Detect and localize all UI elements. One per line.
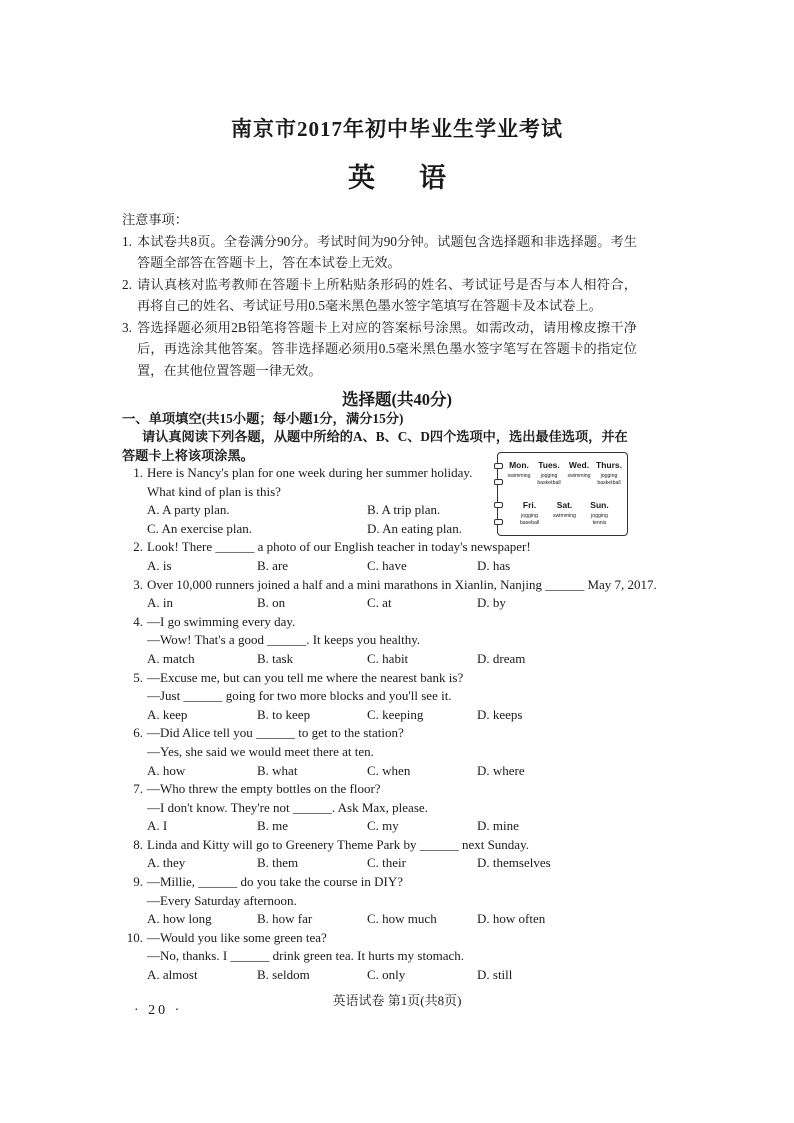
question-text: —Just ______ going for two more blocks and you'll see it. — [147, 688, 452, 704]
options — [143, 854, 587, 873]
question-line — [123, 799, 638, 818]
options — [143, 910, 587, 929]
question-number: 6. — [133, 725, 143, 741]
options-row — [123, 650, 638, 669]
indent — [123, 520, 143, 539]
question-text: —I don't know. They're not ______. Ask Max, please. — [147, 799, 428, 815]
question-list — [123, 464, 657, 985]
note-text: 请认真核对监考教师在答题卡上所粘贴条形码的姓名、考试证号是否与本人相符合，再将自己的姓名、考试证号用0.5毫米黑色墨水签字笔填写在答题卡及本试卷上。 — [137, 276, 637, 313]
answer-option: D. An eating plan. — [367, 520, 462, 536]
question-item — [123, 724, 638, 780]
answer-option: C. only — [367, 967, 406, 983]
question-line — [123, 892, 638, 911]
section-title: 选择题(共40分) — [342, 390, 452, 409]
question-line — [123, 631, 638, 650]
plan-activity: tennis — [592, 520, 607, 526]
question-item — [123, 780, 638, 836]
options — [143, 966, 587, 985]
indent — [123, 966, 143, 985]
question-text: Look! There ______ a photo of our English teacher in today's newspaper! — [147, 539, 531, 555]
answer-option: A. is — [147, 557, 172, 573]
note-item — [122, 317, 637, 382]
indent — [123, 594, 143, 613]
indent — [123, 557, 143, 576]
answer-option: D. keeps — [477, 706, 523, 722]
question-item — [123, 669, 638, 725]
answer-option: A. I — [147, 818, 168, 834]
plan-day-label: Tues. — [538, 460, 560, 470]
answer-option: C. keeping — [367, 706, 424, 722]
options — [143, 650, 587, 669]
answer-option: A. how — [147, 762, 186, 778]
plan-activity: swimming — [567, 473, 591, 479]
options-row — [123, 520, 638, 539]
question-number: 5. — [133, 669, 143, 685]
question-text: —Millie, ______ do you take the course in DIY? — [147, 874, 403, 890]
options — [143, 762, 587, 781]
question-text: —Would you like some green tea? — [147, 929, 327, 945]
part-instruction: 请认真阅读下列各题，从题中所给的A、B、C、D四个选项中，选出最佳选项，并在答题卡上将该项涂黑。 — [122, 429, 628, 463]
indent — [123, 743, 143, 762]
answer-option: A. almost — [147, 967, 198, 983]
answer-option: B. are — [257, 557, 289, 573]
options-row — [123, 706, 638, 725]
answer-option: A. match — [147, 650, 195, 666]
question-line — [123, 464, 638, 483]
answer-option: B. to keep — [257, 706, 311, 722]
options — [143, 557, 587, 576]
answer-option: A. keep — [147, 706, 188, 722]
question-text: Over 10,000 runners joined a half and a mini marathons in Xianlin, Nanjing ______ May 7, 2017. — [147, 576, 657, 592]
subject-title: 英语 — [348, 163, 490, 193]
indent — [123, 799, 143, 818]
note-item — [122, 274, 637, 317]
question-item — [123, 464, 638, 538]
answer-option: D. themselves — [477, 855, 551, 871]
note-item — [122, 231, 637, 274]
question-item — [123, 576, 657, 613]
plan-activity: basketball — [597, 480, 621, 486]
question-text: —Wow! That's a good ______. It keeps you healthy. — [147, 632, 421, 648]
part-title: 一、单项填空(共15小题；每小题1分，满分15分) — [122, 411, 404, 426]
question-line — [123, 483, 638, 502]
question-line — [123, 576, 657, 595]
question-text: —Did Alice tell you ______ to get to the station? — [147, 725, 404, 741]
question-number: 3. — [133, 576, 143, 592]
plan-day-label: Mon. — [509, 460, 529, 470]
answer-option: C. An exercise plan. — [147, 520, 253, 536]
page-footer: 英语试卷 第1页(共8页) — [332, 993, 462, 1008]
question-item — [123, 929, 638, 985]
plan-activity: swimming — [507, 473, 531, 479]
options-row — [123, 594, 638, 613]
question-item — [123, 538, 638, 575]
indent — [123, 687, 143, 706]
note-number: 3. — [122, 319, 132, 335]
question-item — [123, 613, 638, 669]
indent — [123, 501, 143, 520]
question-item — [123, 873, 638, 929]
exam-title: 南京市2017年初中毕业生学业考试 — [231, 117, 563, 141]
indent — [123, 817, 143, 836]
answer-option: A. they — [147, 855, 186, 871]
answer-option: D. by — [477, 595, 506, 611]
question-number: 1. — [133, 465, 143, 480]
answer-option: D. where — [477, 762, 525, 778]
question-text: What kind of plan is this? — [147, 483, 281, 499]
options-row — [123, 854, 638, 873]
question-line — [123, 669, 638, 688]
indent — [123, 483, 143, 502]
answer-option: C. have — [367, 557, 407, 573]
indent — [123, 910, 143, 929]
options-row — [123, 762, 638, 781]
question-text: Linda and Kitty will go to Greenery Theme Park by ______ next Sunday. — [147, 836, 529, 852]
question-text: —Yes, she said we would meet there at ten. — [147, 743, 374, 759]
question-line — [123, 538, 638, 557]
question-line — [123, 836, 638, 855]
plan-activity: jogging — [521, 513, 538, 519]
question-line — [123, 780, 638, 799]
plan-activity: basketball — [537, 480, 561, 486]
question-number: 7. — [133, 781, 143, 797]
notes-heading: 注意事项： — [122, 212, 188, 227]
answer-option: B. seldom — [257, 967, 310, 983]
question-line — [123, 929, 638, 948]
plan-activity: swimming — [552, 513, 577, 519]
answer-option: A. how long — [147, 911, 212, 927]
plan-activity: baseball — [519, 520, 540, 526]
question-number: 8. — [133, 836, 143, 852]
question-line — [123, 873, 638, 892]
question-line — [123, 743, 638, 762]
question-number: 4. — [133, 613, 143, 629]
question-text: —Excuse me, but can you tell me where the nearest bank is? — [147, 669, 464, 685]
plan-day-label: Sat. — [556, 500, 573, 510]
notes-section — [122, 209, 637, 381]
indent — [123, 762, 143, 781]
indent — [123, 631, 143, 650]
plan-activity: jogging — [540, 473, 558, 479]
plan-activity: jogging — [591, 513, 608, 519]
question-text: Here is Nancy's plan for one week during her summer holiday. — [147, 465, 473, 480]
answer-option: D. how often — [477, 911, 546, 927]
answer-option: D. has — [477, 557, 511, 573]
options-row — [123, 910, 638, 929]
answer-option: A. A party plan. — [147, 502, 230, 518]
answer-option: B. task — [257, 650, 294, 666]
options — [143, 706, 587, 725]
question-line — [123, 613, 638, 632]
indent — [123, 947, 143, 966]
options-row — [123, 966, 638, 985]
answer-option: C. at — [367, 595, 392, 611]
answer-option: C. how much — [367, 911, 437, 927]
question-line — [123, 687, 638, 706]
question-number: 9. — [133, 874, 143, 890]
answer-option: B. them — [257, 855, 299, 871]
options — [143, 594, 587, 613]
question-number: 2. — [133, 539, 143, 555]
plan-day-label: Fri. — [522, 500, 537, 510]
plan-day-label: Thurs. — [596, 460, 622, 470]
answer-option: B. A trip plan. — [367, 502, 441, 518]
answer-option: B. me — [257, 818, 289, 834]
options-row — [123, 501, 638, 520]
answer-option: B. what — [257, 762, 298, 778]
indent — [123, 650, 143, 669]
plan-activity: jogging — [600, 473, 618, 479]
question-line — [123, 947, 638, 966]
note-text: 答选择题必须用2B铅笔将答题卡上对应的答案标号涂黑。如需改动，请用橡皮擦干净后，再选涂其他答案。答非选择题必须用0.5毫米黑色墨水签字笔写在答题卡的指定位置，在其他位置答题一律无效。 — [137, 319, 637, 378]
question-text: —I go swimming every day. — [147, 613, 296, 629]
answer-option: D. dream — [477, 650, 526, 666]
indent — [123, 854, 143, 873]
answer-option: C. my — [367, 818, 399, 834]
answer-option: D. still — [477, 967, 513, 983]
note-number: 2. — [122, 276, 132, 292]
question-number: 10. — [126, 929, 143, 945]
answer-option: C. habit — [367, 650, 409, 666]
answer-option: D. mine — [477, 818, 519, 834]
question-item — [123, 836, 638, 873]
answer-option: C. when — [367, 762, 411, 778]
answer-option: B. on — [257, 595, 286, 611]
answer-option: B. how far — [257, 911, 313, 927]
options-row — [123, 557, 638, 576]
note-text: 本试卷共8页。全卷满分90分。考试时间为90分钟。试题包含选择题和非选择题。考生答题全部答在答题卡上，答在本试卷上无效。 — [137, 233, 637, 270]
answer-option: A. in — [147, 595, 173, 611]
question-line — [123, 724, 638, 743]
question-text: —No, thanks. I ______ drink green tea. It hurts my stomach. — [147, 948, 464, 964]
plan-day-label: Wed. — [568, 460, 590, 470]
question-text: —Who threw the empty bottles on the floor? — [147, 781, 381, 797]
plan-day-label: Sun. — [590, 500, 609, 510]
options-row — [123, 817, 638, 836]
options — [143, 520, 587, 539]
options — [143, 501, 587, 520]
indent — [123, 892, 143, 911]
indent — [123, 706, 143, 725]
note-number: 1. — [122, 233, 132, 249]
options — [143, 817, 587, 836]
question-text: —Every Saturday afternoon. — [147, 892, 297, 908]
page-number: · 20 · — [134, 1003, 183, 1018]
answer-option: C. their — [367, 855, 406, 871]
